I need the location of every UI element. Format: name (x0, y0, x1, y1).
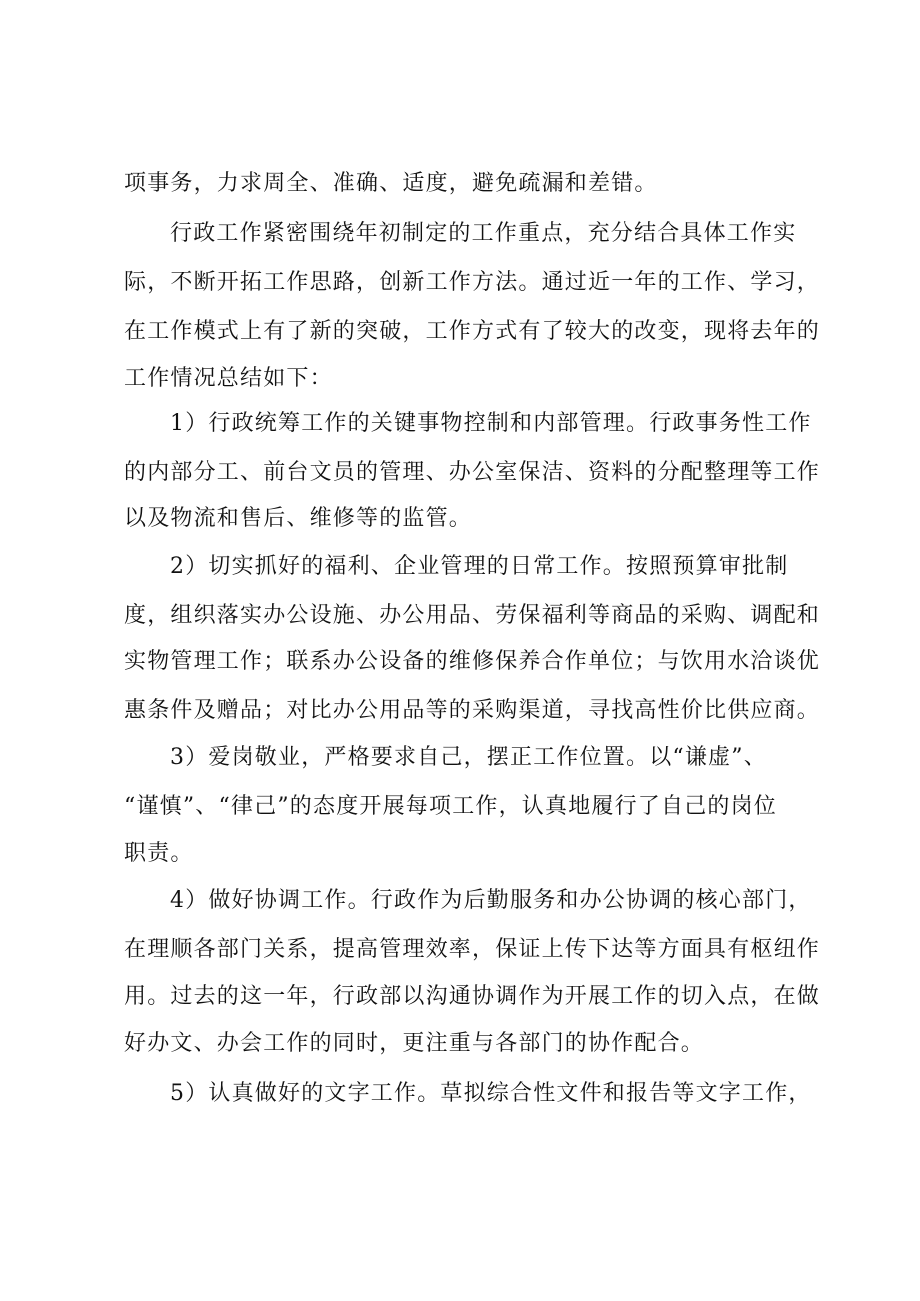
paragraph-line: 以及物流和售后、维修等的监管。 (124, 506, 473, 531)
paragraph-line: 好办文、办会工作的同时，更注重与各部门的协作配合。 (124, 1031, 705, 1056)
paragraph-line: 职责。 (124, 841, 194, 866)
paragraph-line: “谨慎”、“律己”的态度开展每项工作，认真地履行了自己的岗位 (124, 794, 777, 819)
paragraph-line: 实物管理工作；联系办公设备的维修保养合作单位；与饮用水洽谈优 (124, 649, 821, 674)
paragraph-line: 行政工作紧密围绕年初制定的工作重点，充分结合具体工作实 (170, 221, 797, 246)
paragraph-line: 项事务，力求周全、准确、适度，避免疏漏和差错。 (124, 171, 658, 196)
paragraph-line: 在理顺各部门关系，提高管理效率，保证上传下达等方面具有枢纽作 (124, 937, 821, 962)
paragraph-line: 度，组织落实办公设施、办公用品、劳保福利等商品的采购、调配和 (124, 603, 821, 628)
paragraph-line: 际，不断开拓工作思路，创新工作方法。通过近一年的工作、学习， (124, 270, 821, 295)
paragraph-line: 工作情况总结如下： (124, 366, 333, 391)
paragraph-line: 用。过去的这一年，行政部以沟通协调作为开展工作的切入点，在做 (124, 984, 821, 1009)
paragraph-line: 惠条件及赠品；对比办公用品等的采购渠道，寻找高性价比供应商。 (124, 698, 821, 723)
paragraph-line: 的内部分工、前台文员的管理、办公室保洁、资料的分配整理等工作 (124, 460, 821, 485)
paragraph-line: 2）切实抓好的福利、企业管理的日常工作。按照预算审批制 (170, 554, 789, 579)
paragraph-line: 3）爱岗敬业，严格要求自己，摆正工作位置。以“谦虚”、 (170, 745, 767, 770)
paragraph-line: 在工作模式上有了新的突破，工作方式有了较大的改变，现将去年的 (124, 319, 821, 344)
paragraph-line: 1）行政统筹工作的关键事物控制和内部管理。行政事务性工作 (170, 411, 812, 436)
paragraph-line: 5）认真做好的文字工作。草拟综合性文件和报告等文字工作， (170, 1081, 812, 1106)
paragraph-line: 4）做好协调工作。行政作为后勤服务和办公协调的核心部门， (170, 888, 812, 913)
